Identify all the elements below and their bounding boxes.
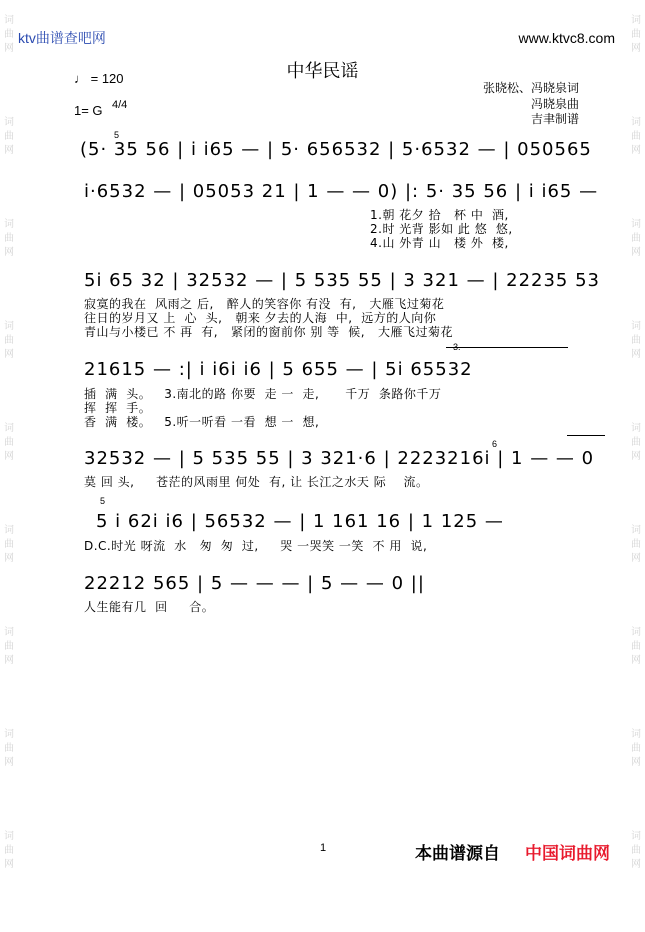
score-line-6: 5 i 62i i6 | 56532 — | 1 161 16 | 1 125 —	[96, 511, 504, 532]
verse-3-lyric: 4.山 外青 山 楼 外 楼,	[370, 236, 509, 250]
grace-note-marker: 5	[114, 130, 120, 140]
line-4-lyric-2: 挥 挥 手。	[84, 401, 152, 415]
transcriber-credit: 吉聿制谱	[530, 112, 579, 126]
verse-2-lyric: 2.时 光背 影如 此 悠 悠,	[370, 222, 513, 236]
line-3-lyric-3: 青山与小楼已 不 再 有, 紧闭的窗前你 别 等 候, 大雁飞过菊花	[84, 325, 454, 339]
score-line-2: i·6532 — | 05053 21 | 1 — — 0) |: 5· 35 56 | i i65 —	[84, 181, 599, 202]
key-signature: 1= G	[74, 103, 103, 118]
score-line-3: 5i 65 32 | 32532 — | 5 535 55 | 3 321 — | 22235 53	[84, 270, 601, 291]
line-4-lyric-3: 香 满 楼。 5.听一听看 一看 想 一 想,	[84, 415, 320, 429]
score-line-1: (5· 35 56 | i i65 — | 5· 656532 | 5·6532 — | 050565	[80, 139, 592, 160]
verse-1-lyric: 1.朝 花夕 拾 杯 中 酒,	[370, 208, 509, 222]
time-signature: 4/4	[112, 99, 128, 111]
site-name-left: ktv曲谱查吧网	[18, 30, 106, 46]
ending-bracket	[567, 435, 605, 436]
volta-bracket	[446, 347, 568, 348]
site-url-right: www.ktvc8.com	[518, 30, 615, 46]
tempo-marking: ♩ = 120	[74, 71, 124, 86]
score-line-5: 32532 — | 5 535 55 | 3 321·6 | 2223216i | 1 — — 0	[84, 448, 595, 469]
watermark-left: 词 曲 网 词 曲 网 词 曲 网 词 曲 网 词 曲 网 词 曲 网 词 曲 网 词 曲 网 词 曲 网	[4, 15, 14, 870]
lyricist-credit: 张晓松、冯晓泉词	[482, 81, 579, 95]
line-3-lyric-2: 往日的岁月又 上 心 头, 朝来 夕去的人海 中, 远方的人向你	[84, 311, 437, 325]
score-line-7: 22212 565 | 5 — — — | 5 — — 0 ||	[84, 573, 425, 594]
meter-change-marker: 6	[492, 439, 498, 449]
source-label: 本曲谱源自	[415, 844, 500, 863]
composer-credit: 冯晓泉曲	[530, 97, 579, 111]
line-7-lyric: 人生能有几 回 合。	[84, 600, 215, 614]
score-line-4: 21615 — :| i i6i i6 | 5 655 — | 5i 65532	[84, 359, 473, 380]
tempo-marker-5: 5	[100, 496, 106, 506]
line-3-lyric-1: 寂寞的我在 风雨之 后, 醉人的笑容你 有没 有, 大雁飞过菊花	[84, 297, 445, 311]
page-number: 1	[320, 842, 327, 854]
line-4-lyric-1: 插 满 头。 3.南北的路 你要 走 一 走, 千万 条路你千万	[84, 387, 442, 401]
page-title: 中华民谣	[286, 61, 359, 81]
source-site-name: 中国词曲网	[525, 844, 610, 863]
line-6-lyric: D.C.时光 呀流 水 匆 匆 过, 哭 一哭笑 一笑 不 用 说,	[84, 539, 428, 553]
watermark-right: 词 曲 网 词 曲 网 词 曲 网 词 曲 网 词 曲 网 词 曲 网 词 曲 网 词 曲 网 词 曲 网	[631, 15, 641, 870]
line-5-lyric: 莫 回 头, 苍茫的风雨里 何处 有, 让 长江之水天 际 流。	[84, 475, 429, 489]
